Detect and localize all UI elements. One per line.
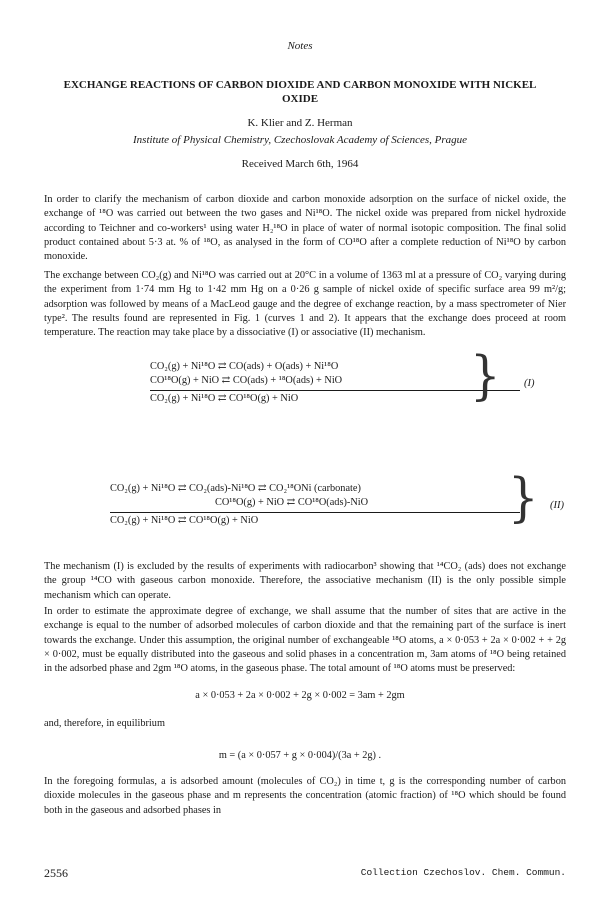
page-number: 2556 xyxy=(44,866,68,880)
institute: Institute of Physical Chemistry, Czechoslovak Academy of Sciences, Prague xyxy=(133,134,467,146)
eq-I-line-2: CO¹⁸O(g) + NiO ⇄ CO(ads) + ¹⁸O(ads) + NiO xyxy=(150,375,343,386)
paragraph-2: The exchange between CO₂(g) and Ni¹⁸O was carried out at 20°C in a volume of 1363 ml at a pressure of CO₂ varying during the experiment from 1·74 mm Hg to 1·42 mm Hg on a 0·26 g sample of nickel oxide of specific surface area 99 m²/g; adsorption was followed by means of a MacLeod gauge and the degree of exchange reaction, by a mass spectrometer of Nier type². The results found are represented in Fig. 1 (curves 1 and 2). It appears that the exchange does proceed at room temperature. The reaction may take place by a dissociative (I) or associative (II) mechanism. xyxy=(44,270,566,339)
eq-II-rule xyxy=(110,512,520,513)
paragraph-1: In order to clarify the mechanism of carbon dioxide and carbon monoxide adsorption on the surface of nickel oxide, the exchange of ¹⁸O was carried out between the two gases and Ni¹⁸O. The nickel oxide was prepared from nickel hydroxide according to Teichner and co-workers¹ using water H₂¹⁸O in place of water of normal isotopic composition. The final solid product contained about 5·3 at. % of ¹⁸O, as analysed in the form of CO¹⁸O after a complete reduction of Ni¹⁸O by carbon monoxide. xyxy=(44,194,566,263)
eq-I-rule xyxy=(150,390,520,391)
received-date: Received March 6th, 1964 xyxy=(241,158,359,170)
eq-I-line-1: CO₂(g) + Ni¹⁸O ⇄ CO(ads) + O(ads) + Ni¹⁸O xyxy=(150,361,339,372)
paragraph-3: The mechanism (I) is excluded by the results of experiments with radiocarbon³ showing that ¹⁴CO₂ (ads) does not exchange the group ¹⁴CO with gaseous carbon monoxide. Therefore, the associative mechanism (II) is the only possible simple mechanism which can operate. xyxy=(44,561,566,601)
equation-block-I xyxy=(150,360,520,406)
equation-block-II xyxy=(110,482,520,528)
eq-II-line-1: CO₂(g) + Ni¹⁸O ⇄ CO₂(ads)-Ni¹⁸O ⇄ CO₂¹⁸ONi (carbonate) xyxy=(110,483,361,494)
and-text: and, therefore, in equilibrium xyxy=(44,718,165,729)
eq-II-brace: } xyxy=(508,467,539,529)
authors: K. Klier and Z. Herman xyxy=(247,117,353,129)
eq-II-line-3: CO₂(g) + Ni¹⁸O ⇄ CO¹⁸O(g) + NiO xyxy=(110,515,259,526)
paragraph-5: In the foregoing formulas, a is adsorbed amount (molecules of CO₂) in time t, g is the corresponding number of carbon dioxide molecules in the gaseous phase and m represents the concentration (atomic fraction) of ¹⁸O which should be found both in the gaseous and adsorbed phases in xyxy=(44,776,566,816)
equilibrium-equation: m = (a × 0·057 + g × 0·004)/(3a + 2g) . xyxy=(218,750,382,761)
journal-footer: Collection Czechoslov. Chem. Commun. xyxy=(360,867,566,878)
eq-II-label: (II) xyxy=(550,500,564,511)
eq-I-line-3: CO₂(g) + Ni¹⁸O ⇄ CO¹⁸O(g) + NiO xyxy=(150,393,299,404)
balance-equation: a × 0·053 + 2a × 0·002 + 2g × 0·002 = 3am + 2gm xyxy=(195,690,405,701)
article-title: EXCHANGE REACTIONS OF CARBON DIOXIDE AND CARBON MONOXIDE WITH NICKEL OXIDE xyxy=(63,79,537,105)
eq-II-line-2: CO¹⁸O(g) + NiO ⇄ CO¹⁸O(ads)-NiO xyxy=(215,497,369,508)
eq-I-label: (I) xyxy=(524,378,535,389)
running-header: Notes xyxy=(287,40,313,52)
eq-I-brace: } xyxy=(470,345,501,407)
paragraph-4: In order to estimate the approximate degree of exchange, we shall assume that the number of sites that are active in the exchange is equal to the number of adsorbed molecules of carbon dioxide and that the remaining part of the surface is inert towards the exchange. Under this assumption, the original number of exchangeable ¹⁸O atoms, a × 0·053 + 2a × 0·002 + + 2g × 0·002, must be equally distributed into the gaseous and solid phases in a concentration m, 3am atoms of ¹⁸O being retained in the adsorbed phase and 2gm ¹⁸O atoms, in the gaseous phase. The total amount of ¹⁸O atoms must be preserved: xyxy=(44,606,566,675)
